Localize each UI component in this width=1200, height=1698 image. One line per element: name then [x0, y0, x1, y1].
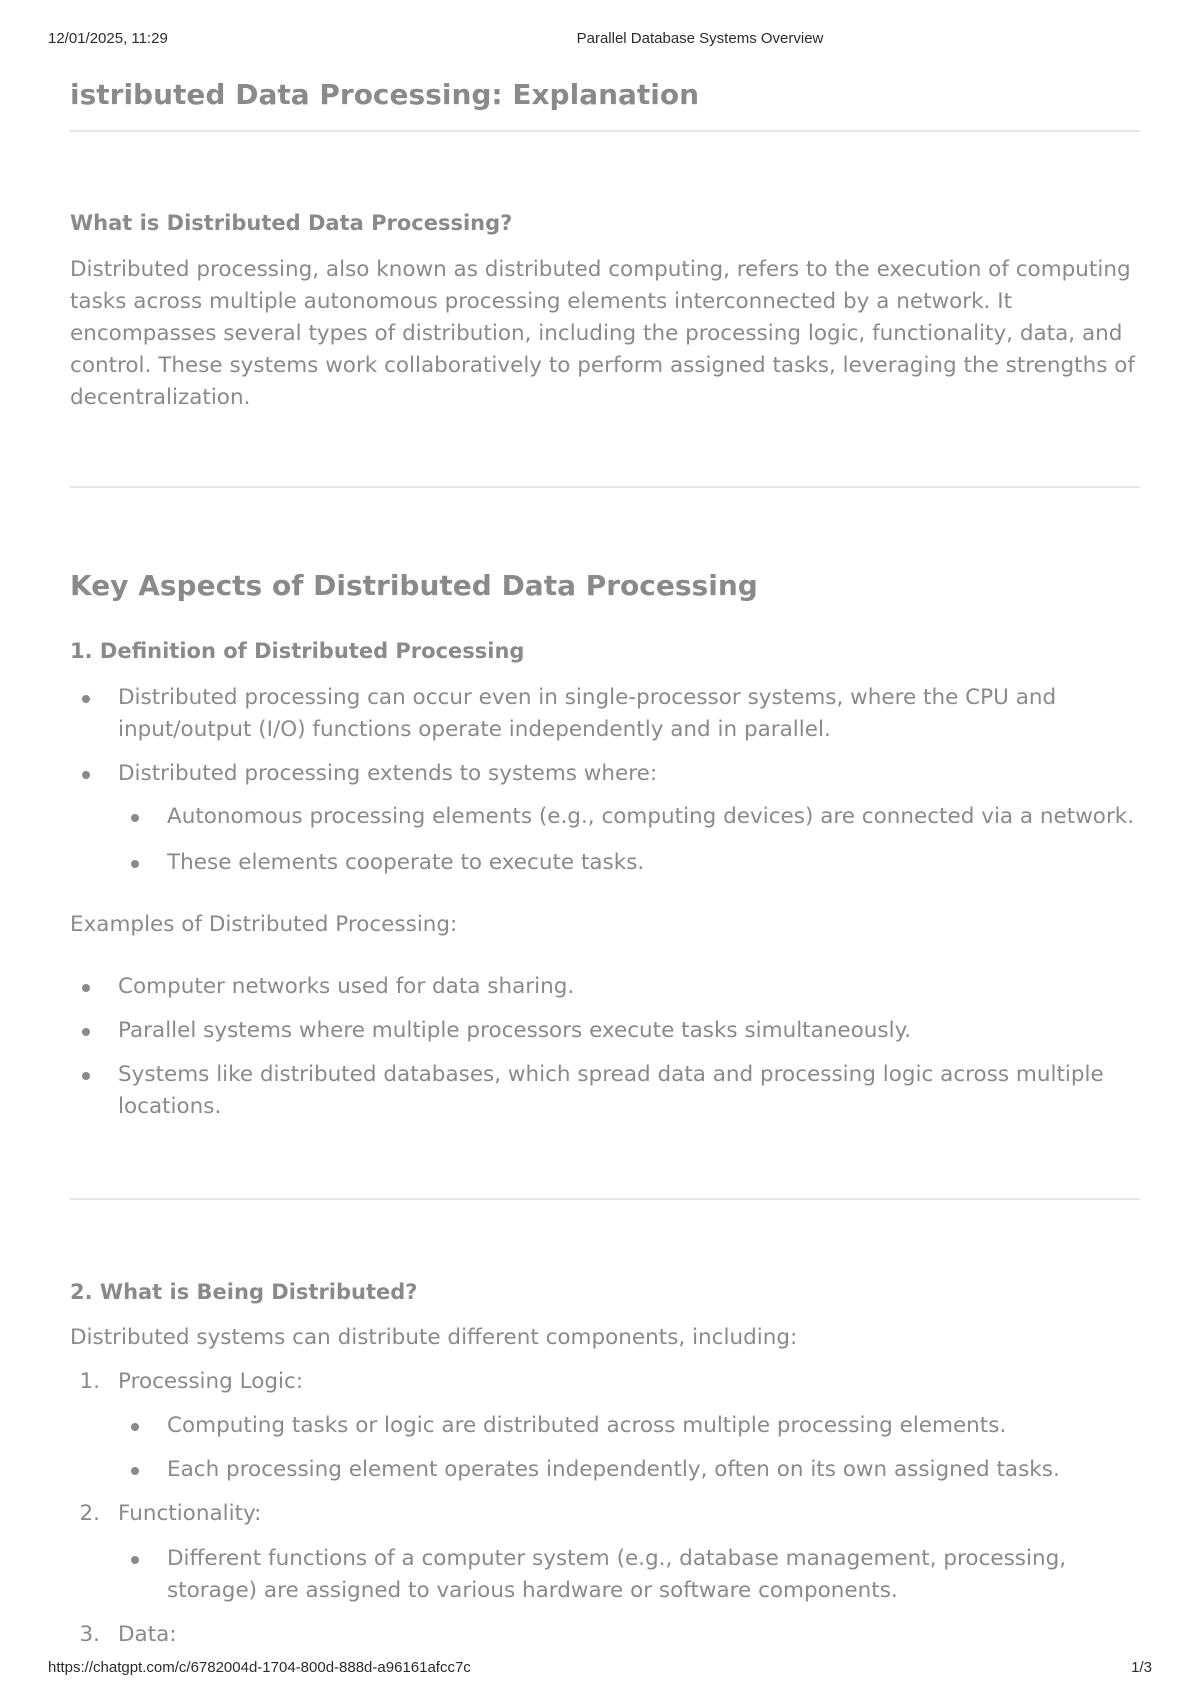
intro-text: Distributed systems can distribute different components, including:: [70, 1325, 798, 1350]
bullet-marker: [82, 984, 90, 992]
list-item: Systems like distributed databases, which spread data and processing logic across multiple: [118, 1062, 1104, 1087]
print-page-number: 1/3: [1131, 1659, 1152, 1676]
paragraph-line: control. These systems work collaboratively to perform assigned tasks, leveraging the strengths of: [70, 353, 1135, 378]
paragraph-line: tasks across multiple autonomous processing elements interconnected by a network. It: [70, 289, 1013, 314]
divider: [70, 130, 1140, 132]
page-title: istributed Data Processing: Explanation: [70, 78, 700, 111]
section-heading-key-aspects: Key Aspects of Distributed Data Processing: [70, 569, 758, 602]
paragraph-line: decentralization.: [70, 385, 251, 410]
list-item-continuation: locations.: [118, 1094, 222, 1119]
examples-label: Examples of Distributed Processing:: [70, 912, 458, 937]
bullet-marker: [82, 1072, 90, 1080]
nested-list-item: Computing tasks or logic are distributed across multiple processing elements.: [167, 1413, 1007, 1438]
list-item: Distributed processing can occur even in single-processor systems, where the CPU and: [118, 685, 1057, 710]
nested-list-item: Each processing element operates independently, often on its own assigned tasks.: [167, 1457, 1060, 1482]
divider: [70, 1198, 1140, 1200]
list-item: Parallel systems where multiple processors execute tasks simultaneously.: [118, 1018, 912, 1043]
numbered-item-label: Processing Logic:: [118, 1369, 304, 1394]
print-title: Parallel Database Systems Overview: [576, 30, 824, 47]
paragraph-line: encompasses several types of distribution, including the processing logic, functionality, data, and: [70, 321, 1123, 346]
subsection-heading-what-distributed: 2. What is Being Distributed?: [70, 1280, 418, 1304]
bullet-marker: [82, 1028, 90, 1036]
print-footer: [0, 1659, 1200, 1679]
print-url: https://chatgpt.com/c/6782004d-1704-800d-888d-a96161afcc7c: [48, 1659, 471, 1676]
nested-list-item: Different functions of a computer system (e.g., database management, processing,: [167, 1546, 1067, 1571]
numbered-item-label: Functionality:: [118, 1501, 262, 1526]
bullet-marker: [82, 771, 90, 779]
list-item: Computer networks used for data sharing.: [118, 974, 575, 999]
list-number: 3.: [79, 1622, 100, 1647]
nested-list-item: These elements cooperate to execute tasks.: [167, 850, 645, 875]
paragraph-line: Distributed processing, also known as distributed computing, refers to the execution of computing: [70, 257, 1131, 282]
list-number: 1.: [79, 1369, 100, 1394]
nested-bullet-marker: [131, 1556, 139, 1564]
numbered-item-label: Data:: [118, 1622, 177, 1647]
list-item-continuation: input/output (I/O) functions operate independently and in parallel.: [118, 717, 831, 742]
section-heading-what-is: What is Distributed Data Processing?: [70, 211, 513, 235]
divider: [70, 486, 1140, 488]
list-item: Distributed processing extends to systems where:: [118, 761, 658, 786]
print-datetime: 12/01/2025, 11:29: [48, 30, 168, 47]
bullet-marker: [82, 695, 90, 703]
subsection-heading-definition: 1. Definition of Distributed Processing: [70, 639, 525, 663]
nested-list-item-continuation: storage) are assigned to various hardware or software components.: [167, 1578, 898, 1603]
nested-bullet-marker: [131, 814, 139, 822]
nested-bullet-marker: [131, 1423, 139, 1431]
nested-bullet-marker: [131, 860, 139, 868]
nested-list-item: Autonomous processing elements (e.g., computing devices) are connected via a network.: [167, 804, 1135, 829]
print-header: [0, 30, 1200, 50]
list-number: 2.: [79, 1501, 100, 1526]
nested-bullet-marker: [131, 1467, 139, 1475]
